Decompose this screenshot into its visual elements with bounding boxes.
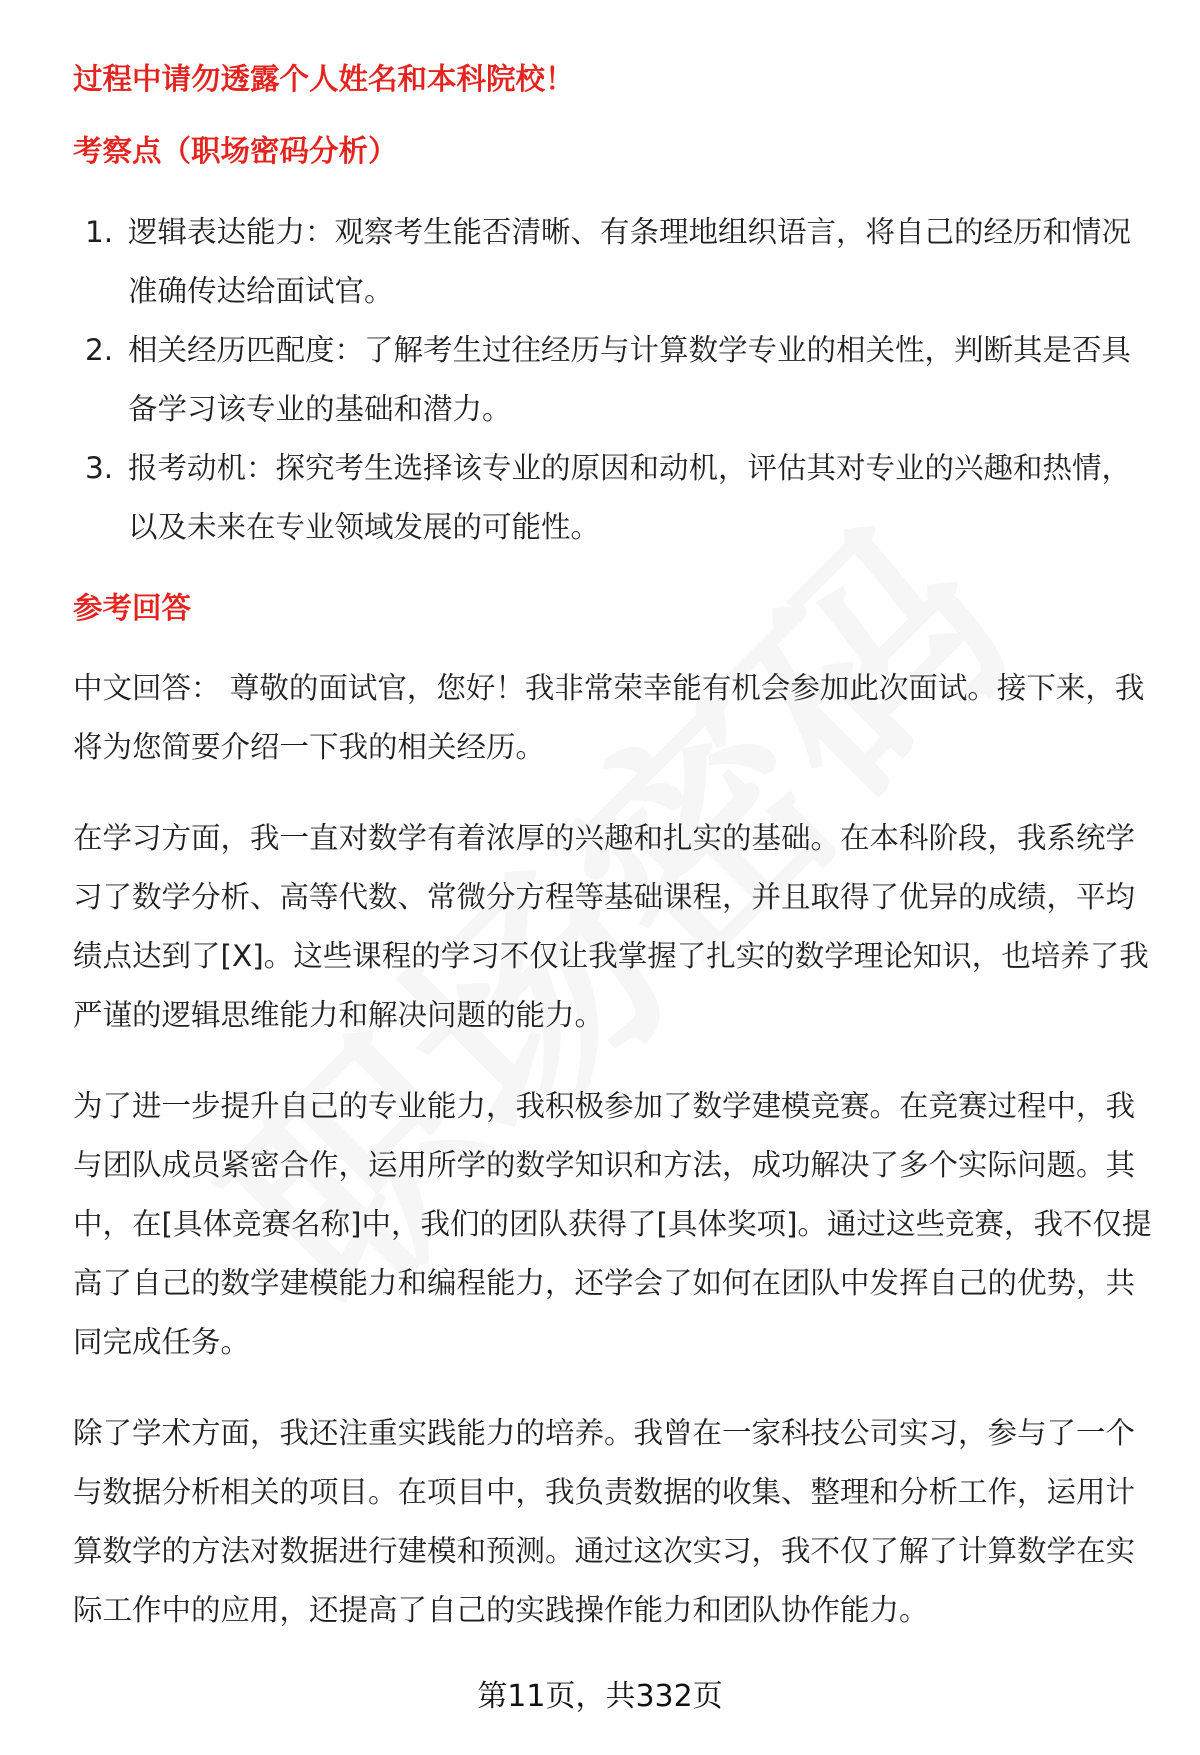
paragraph-line: 将为您简要介绍一下我的相关经历。 bbox=[73, 730, 546, 764]
section-title-assessment-points: 考察点（职场密码分析） bbox=[73, 134, 398, 168]
paragraph-line: 习了数学分析、高等代数、常微分方程等基础课程，并且取得了优异的成绩，平均 bbox=[73, 880, 1136, 914]
answer-paragraph bbox=[73, 1077, 1163, 1372]
answer-paragraph bbox=[73, 809, 1163, 1045]
list-item-line: 准确传达给面试官。 bbox=[128, 274, 394, 308]
reference-answer-body bbox=[73, 659, 1163, 1672]
section-title-reference-answer: 参考回答 bbox=[73, 591, 192, 625]
list-item-line: 报考动机：探究考生选择该专业的原因和动机，评估其对专业的兴趣和热情， bbox=[128, 451, 1132, 485]
list-item-line: 以及未来在专业领域发展的可能性。 bbox=[128, 510, 601, 544]
page-number-footer: 第11页，共332页 bbox=[477, 1679, 723, 1714]
paragraph-line: 中，在[具体竞赛名称]中，我们的团队获得了[具体奖项]。通过这些竞赛，我不仅提 bbox=[73, 1207, 1152, 1241]
answer-paragraph bbox=[73, 1404, 1163, 1640]
paragraph-line: 际工作中的应用，还提高了自己的实践操作能力和团队协作能力。 bbox=[73, 1593, 929, 1627]
paragraph-line: 绩点达到了[X]。这些课程的学习不仅让我掌握了扎实的数学理论知识，也培养了我 bbox=[73, 939, 1149, 973]
list-item-line: 备学习该专业的基础和潜力。 bbox=[128, 392, 512, 426]
paragraph-line: 与数据分析相关的项目。在项目中，我负责数据的收集、整理和分析工作，运用计 bbox=[73, 1475, 1136, 1509]
list-item-line: 相关经历匹配度：了解考生过往经历与计算数学专业的相关性，判断其是否具 bbox=[128, 333, 1132, 367]
paragraph-line: 高了自己的数学建模能力和编程能力，还学会了如何在团队中发挥自己的优势，共 bbox=[73, 1266, 1136, 1300]
paragraph-line: 同完成任务。 bbox=[73, 1325, 251, 1359]
paragraph-line: 算数学的方法对数据进行建模和预测。通过这次实习，我不仅了解了计算数学在实 bbox=[73, 1534, 1136, 1568]
privacy-warning: 过程中请勿透露个人姓名和本科院校！ bbox=[73, 62, 575, 96]
list-item-number: 3. bbox=[85, 451, 114, 485]
paragraph-line: 为了进一步提升自己的专业能力，我积极参加了数学建模竞赛。在竞赛过程中，我 bbox=[73, 1089, 1136, 1123]
list-item bbox=[85, 439, 1165, 557]
paragraph-line: 严谨的逻辑思维能力和解决问题的能力。 bbox=[73, 998, 605, 1032]
list-item-number: 1. bbox=[85, 215, 114, 249]
list-item-number: 2. bbox=[85, 333, 114, 367]
paragraph-line: 中文回答： 尊敬的面试官，您好！我非常荣幸能有机会参加此次面试。接下来，我 bbox=[73, 671, 1145, 705]
list-item bbox=[85, 203, 1165, 321]
paragraph-line: 与团队成员紧密合作，运用所学的数学知识和方法，成功解决了多个实际问题。其 bbox=[73, 1148, 1136, 1182]
paragraph-line: 在学习方面，我一直对数学有着浓厚的兴趣和扎实的基础。在本科阶段，我系统学 bbox=[73, 821, 1136, 855]
assessment-list bbox=[85, 203, 1165, 557]
paragraph-line: 除了学术方面，我还注重实践能力的培养。我曾在一家科技公司实习，参与了一个 bbox=[73, 1416, 1136, 1450]
list-item bbox=[85, 321, 1165, 439]
list-item-line: 逻辑表达能力：观察考生能否清晰、有条理地组织语言，将自己的经历和情况 bbox=[128, 215, 1132, 249]
answer-paragraph bbox=[73, 659, 1163, 777]
